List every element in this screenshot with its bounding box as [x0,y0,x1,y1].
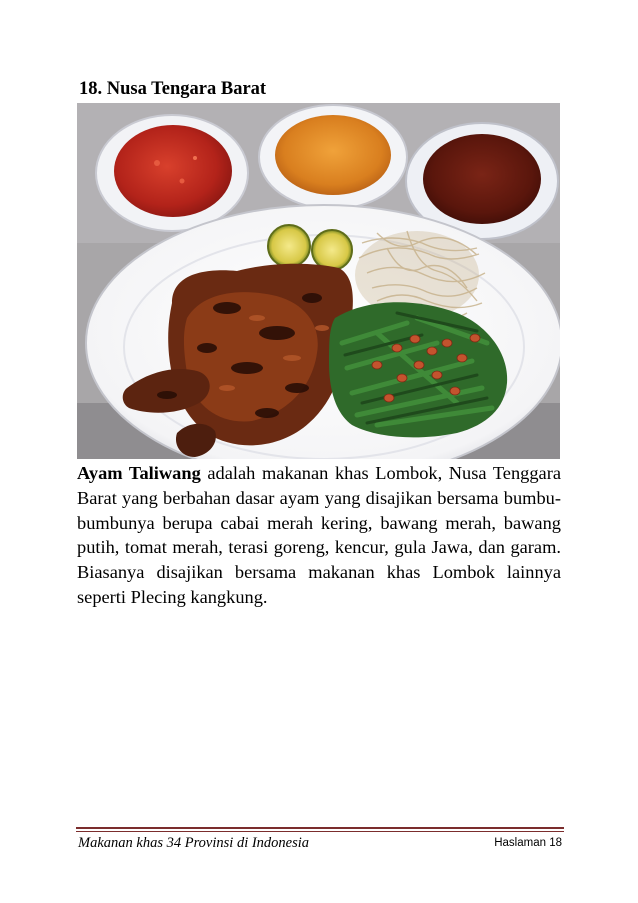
footer-rule-thin [76,831,564,832]
section-heading: 18. Nusa Tengara Barat [79,79,267,99]
dish-description-text: adalah makanan khas Lombok, Nusa Tenggara Barat yang berbahan dasar ayam yang disajikan bersama bumbu-bumbunya berupa cabai merah kering, bawang merah, bawang putih, tomat merah, terasi goreng, kencur, gula Jawa, dan garam. Biasanya disajikan bersama makanan khas Lombok lainnya seperti Plecing kangkung. [77,463,561,607]
food-photo [77,103,560,459]
dish-name: Ayam Taliwang [77,463,201,483]
dish-description [77,461,561,610]
footer-rule [76,827,564,829]
footer-page-number: Haslaman 18 [494,837,562,849]
footer-book-title: Makanan khas 34 Provinsi di Indonesia [78,835,310,851]
